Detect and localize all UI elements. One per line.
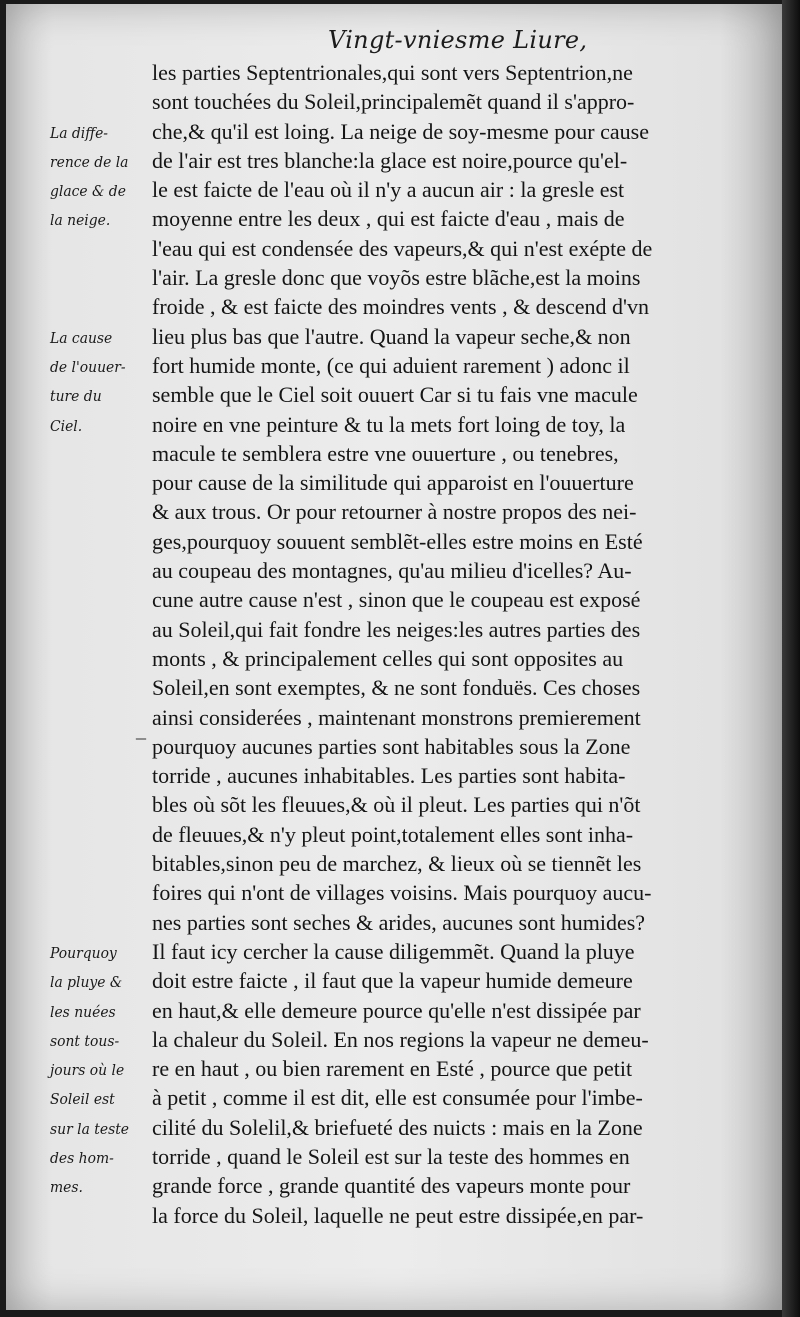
body-text (152, 58, 772, 1230)
text-line: & aux trous. Or pour retourner à nostre propos des nei- (152, 499, 637, 525)
margin-note-line: ture du (50, 387, 102, 406)
text-line: bitables,sinon peu de marchez, & lieux où se tiennẽt les (152, 851, 642, 877)
text-line: de fleuues,& n'y pleut point,totalement elles sont inha- (152, 821, 634, 847)
text-line: pourquoy aucunes parties sont habitables sous la Zone (152, 733, 631, 759)
margin-note-line: jours où le (50, 1061, 125, 1080)
text-line: l'air. La gresle donc que voyõs estre blãche,est la moins (152, 265, 641, 291)
margin-note (50, 324, 158, 441)
margin-note-line: la neige. (50, 211, 111, 230)
text-line: noire en vne peinture & tu la mets fort loing de toy, la (152, 411, 626, 437)
text-line: cilité du Solelil,& briefueté des nuicts : mais en la Zone (152, 1114, 643, 1140)
text-line: grande force , grande quantité des vapeurs monte pour (152, 1173, 631, 1199)
margin-note-line: sur la teste (50, 1119, 129, 1138)
text-line: macule te semblera estre vne ouuerture , ou tenebres, (152, 440, 619, 466)
margin-note-line: des hom- (50, 1149, 114, 1168)
margin-note-line: glace & de (50, 182, 126, 201)
text-line: nes parties sont seches & arides, aucunes sont humides? (152, 909, 646, 935)
text-line: bles où sõt les fleuues,& où il pleut. Les parties qui n'õt (152, 792, 641, 818)
text-line: Soleil,en sont exemptes, & ne sont fonduës. Ces choses (152, 675, 641, 701)
text-line: les parties Septentrionales,qui sont vers Septentrion,ne (152, 60, 633, 85)
text-line: l'eau qui est condensée des vapeurs,& qui n'est exépte de (152, 235, 653, 261)
text-line: torride , aucunes inhabitables. Les parties sont habita- (152, 763, 626, 789)
margin-note-line: La cause (50, 328, 113, 347)
book-spine-edge (782, 0, 800, 1317)
text-line: au Soleil,qui fait fondre les neiges:les autres parties des (152, 616, 641, 642)
margin-note (50, 119, 158, 236)
margin-note-line: rence de la (50, 152, 129, 171)
text-line: foires qui n'ont de villages voisins. Mais pourquoy aucu- (152, 880, 652, 906)
text-line: de l'air est tres blanche:la glace est noire,pource qu'el- (152, 147, 628, 173)
text-line: cune autre cause n'est , sinon que le coupeau est exposé (152, 587, 641, 613)
text-line: monts , & principalement celles qui sont opposites au (152, 645, 624, 671)
text-line: re en haut , ou bien rarement en Esté , pource que petit (152, 1056, 633, 1082)
text-line: le est faicte de l'eau où il n'y a aucun air : la gresle est (152, 177, 625, 203)
text-line: torride , quand le Soleil est sur la teste des hommes en (152, 1143, 630, 1169)
margin-note-line: de l'ouuer- (50, 357, 126, 376)
margin-note-line: La diffe- (50, 123, 109, 142)
text-line: la force du Soleil, laquelle ne peut estre dissipée,en par- (152, 1202, 644, 1228)
text-line: Il faut icy cercher la cause diligemmẽt. Quand la pluye (152, 938, 635, 964)
running-head: Vingt-vniesme Liure, (328, 26, 588, 54)
text-line: lieu plus bas que l'autre. Quand la vapeur seche,& non (152, 323, 631, 349)
text-line: sont touchées du Soleil,principalemẽt quand il s'appro- (152, 89, 635, 115)
text-line: au coupeau des montagnes, qu'au milieu d'icelles? Au- (152, 558, 632, 584)
text-line: moyenne entre les deux , qui est faicte d'eau , mais de (152, 206, 625, 232)
text-line: en haut,& elle demeure pource qu'elle n'est dissipée par (152, 997, 641, 1023)
text-line: doit estre faicte , il faut que la vapeur humide demeure (152, 968, 633, 994)
text-line: à petit , comme il est dit, elle est consumée pour l'imbe- (152, 1085, 643, 1111)
text-line: froide , & est faicte des moindres vents , & descend d'vn (152, 294, 649, 320)
text-line: la chaleur du Soleil. En nos regions la vapeur ne demeu- (152, 1026, 649, 1052)
margin-note-line: la pluye & (50, 973, 123, 992)
text-line: pour cause de la similitude qui apparoist en l'ouuerture (152, 470, 634, 496)
text-line: fort humide monte, (ce qui aduient rarement ) adonc il (152, 352, 630, 378)
margin-note-line: Soleil est (50, 1090, 115, 1109)
margin-note-line: les nuées (50, 1002, 116, 1021)
text-line: semble que le Ciel soit ouuert Car si tu fais vne macule (152, 382, 638, 408)
text-line: che,& qu'il est loing. La neige de soy-mesme pour cause (152, 118, 649, 144)
book-page (6, 4, 782, 1310)
margin-note (50, 939, 158, 1203)
margin-mark: _ (136, 720, 146, 742)
text-line: ainsi considerées , maintenant monstrons premierement (152, 704, 641, 730)
margin-note-line: sont tous- (50, 1031, 120, 1050)
margin-note-line: Pourquoy (50, 944, 117, 962)
margin-note-line: mes. (50, 1178, 83, 1197)
text-line: ges,pourquoy souuent semblẽt-elles estre moins en Esté (152, 528, 643, 554)
margin-note-line: Ciel. (50, 416, 83, 435)
